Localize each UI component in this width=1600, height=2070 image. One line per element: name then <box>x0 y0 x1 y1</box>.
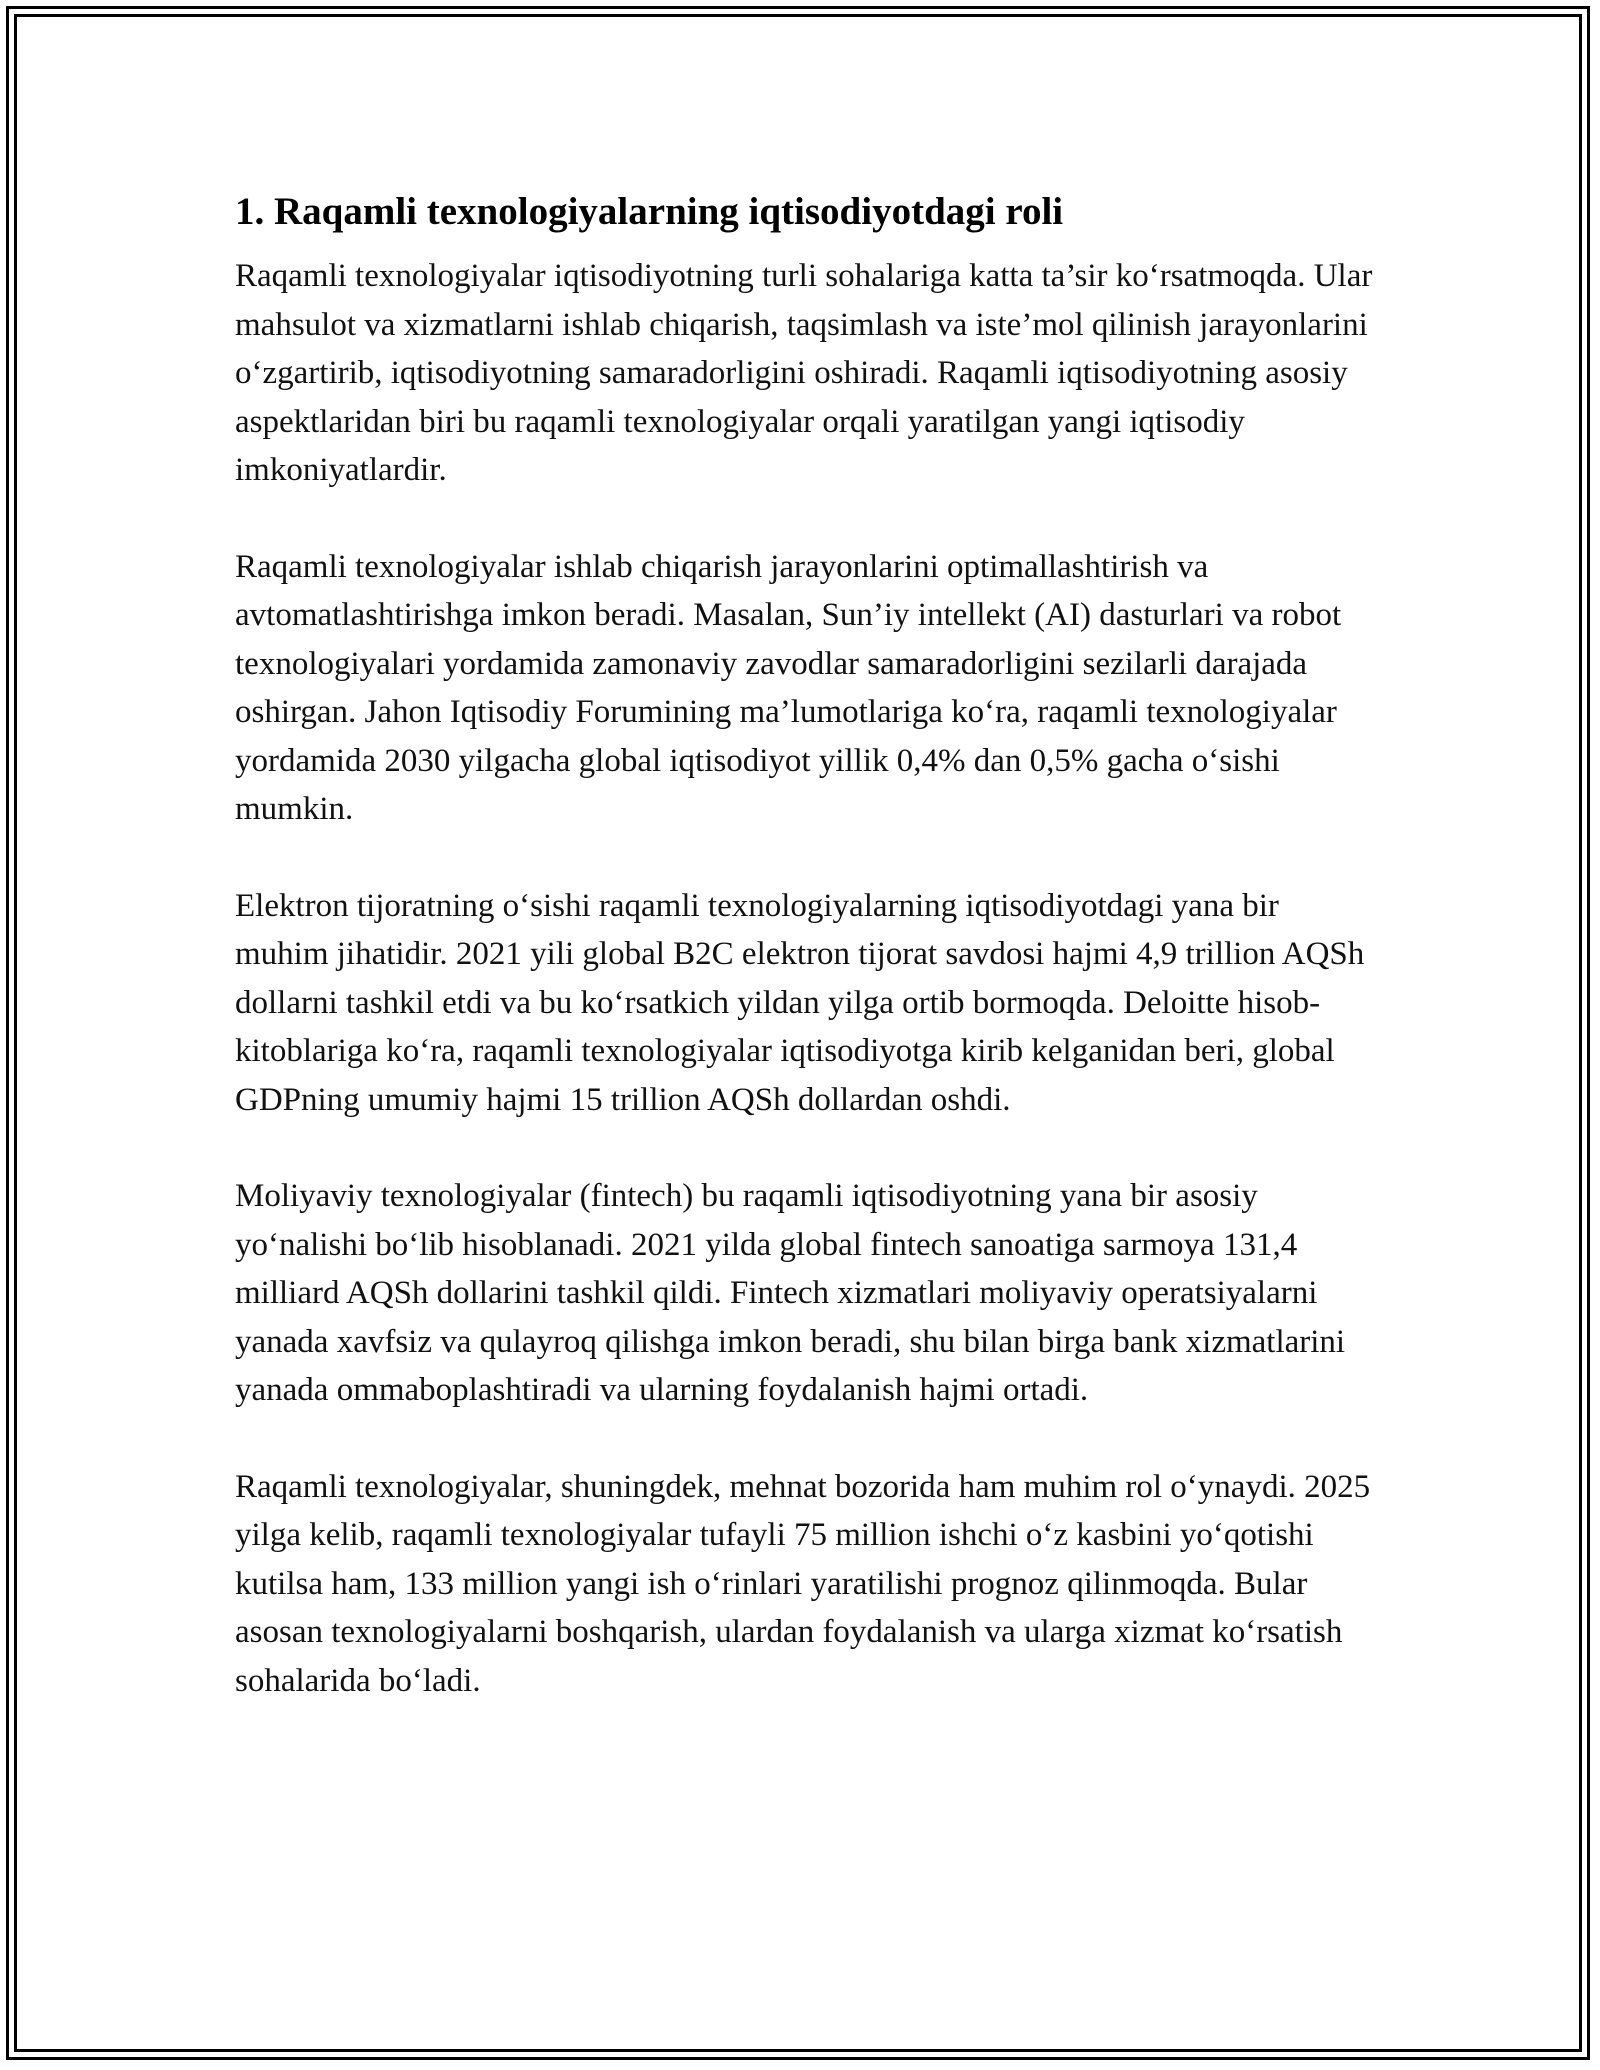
document-body <box>235 186 1375 1753</box>
paragraph-2: Raqamli texnologiyalar ishlab chiqarish jarayonlarini optimallashtirish va avtomatlashtirishga imkon beradi. Masalan, Sun’iy intellekt (AI) dasturlari va robot texnologiyalari yordamida zamonaviy zavodlar samaradorligini sezilarli darajada oshirgan. Jahon Iqtisodiy Forumining ma’lumotlariga ko‘ra, raqamli texnologiyalar yordamida 2030 yilgacha global iqtisodiyot yillik 0,4% dan 0,5% gacha o‘sishi mumkin. <box>235 548 1342 827</box>
paragraph-4: Moliyaviy texnologiyalar (fintech) bu raqamli iqtisodiyotning yana bir asosiy yo‘nalishi bo‘lib hisoblanadi. 2021 yilda global fintech sanoatiga sarmoya 131,4 milliard AQSh dollarini tashkil qildi. Fintech xizmatlari moliyaviy operatsiyalarni yanada xavfsiz va qulayroq qilishga imkon beradi, shu bilan birga bank xizmatlarini yanada ommaboplashtiradi va ularning foydalanish hajmi ortadi. <box>235 1178 1346 1408</box>
paragraph-1: Raqamli texnologiyalar iqtisodiyotning turli sohalariga katta ta’sir ko‘rsatmoqda. Ular mahsulot va xizmatlarni ishlab chiqarish, taqsimlash va iste’mol qilinish jarayonlarini o‘zgartirib, iqtisodiyotning samaradorligini oshiradi. Raqamli iqtisodiyotning asosiy aspektlaridan biri bu raqamli texnologiyalar orqali yaratilgan yangi iqtisodiy imkoniyatlardir. <box>235 258 1373 488</box>
section-heading: 1. Raqamli texnologiyalarning iqtisodiyotdagi roli <box>235 190 1064 233</box>
paragraph-5: Raqamli texnologiyalar, shuningdek, mehnat bozorida ham muhim rol o‘ynaydi. 2025 yilga kelib, raqamli texnologiyalar tufayli 75 million ishchi o‘z kasbini yo‘qotishi kutilsa ham, 133 million yangi ish o‘rinlari yaratilishi prognoz qilinmoqda. Bular asosan texnologiyalarni boshqarish, ulardan foydalanish va ularga xizmat ko‘rsatish sohalarida bo‘ladi. <box>235 1468 1371 1699</box>
paragraph-3: Elektron tijoratning o‘sishi raqamli texnologiyalarning iqtisodiyotdagi yana bir muhim jihatidir. 2021 yili global B2C elektron tijorat savdosi hajmi 4,9 trillion AQSh dollarni tashkil etdi va bu ko‘rsatkich yildan yilga ortib bormoqda. Deloitte hisob-kitoblariga ko‘ra, raqamli texnologiyalar iqtisodiyotga kirib kelganidan beri, global GDPning umumiy hajmi 15 trillion AQSh dollardan oshdi. <box>235 887 1365 1118</box>
